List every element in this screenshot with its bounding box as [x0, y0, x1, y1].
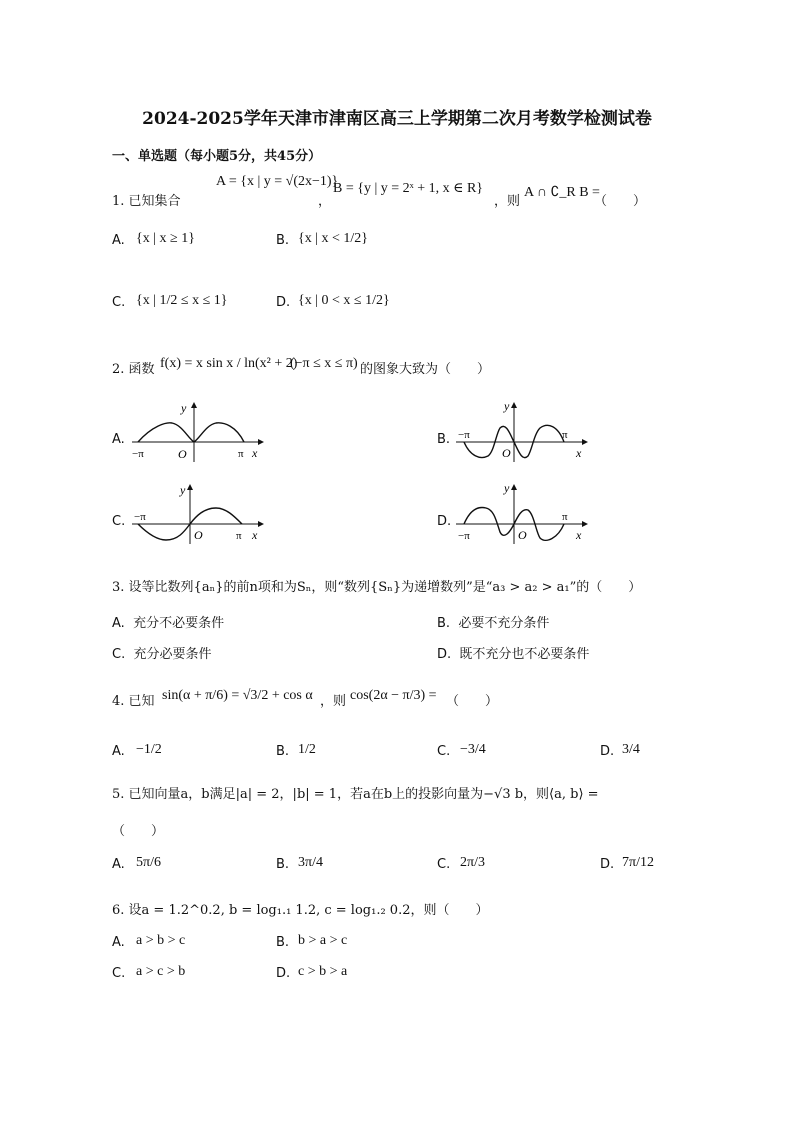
q2-c-x-label: x: [252, 528, 258, 542]
q2-c-y-label: y: [180, 483, 186, 497]
q2-graph-a: [128, 398, 268, 464]
q2-function: f(x) = x sin x / ln(x² + 2): [160, 356, 298, 371]
q2-tail: 的图象大致为（ ）: [360, 362, 491, 377]
q5-option-b-letter: B.: [276, 857, 290, 872]
q1-then: ，则: [494, 194, 521, 209]
q4-option-d: 3/4: [622, 742, 640, 757]
q2-a-x-label: x: [252, 446, 258, 460]
q6-option-d-letter: D.: [276, 966, 291, 981]
q2-domain: (−π ≤ x ≤ π): [290, 356, 358, 371]
q1-option-a-letter: A.: [112, 233, 125, 248]
q1-option-c: {x | 1/2 ≤ x ≤ 1}: [136, 293, 228, 308]
q2-graph-d: [452, 480, 592, 546]
q5-paren: （ ）: [112, 824, 165, 839]
q3-option-c: C. 充分必要条件: [112, 647, 212, 662]
q4-expr: cos(2α − π/3) =: [350, 688, 437, 703]
q4-paren: （ ）: [446, 694, 499, 709]
q1-expr: A ∩ ∁_R B =: [524, 185, 600, 200]
q4-then: ，则: [320, 694, 347, 709]
q2-stem: 2. 函数: [112, 362, 155, 377]
q6-option-c-letter: C.: [112, 966, 126, 981]
q1-set-a: A = {x | y = √(2x−1)}: [216, 174, 339, 189]
q5-option-a-letter: A.: [112, 857, 125, 872]
q4-given: sin(α + π/6) = √3/2 + cos α: [162, 688, 313, 703]
q3-stem: 3. 设等比数列{aₙ}的前n项和为Sₙ，则“数列{Sₙ}为递增数列”是“a₃ > a₂ > a₁”的（ ）: [112, 580, 642, 595]
q2-b-x-label: x: [576, 446, 582, 460]
q1-set-b: B = {y | y = 2ˣ + 1, x ∈ R}: [333, 181, 484, 196]
q4-stem: 4. 已知: [112, 694, 155, 709]
q6-option-a: a > b > c: [136, 933, 186, 948]
section-heading: 一、单选题（每小题5分，共45分）: [112, 149, 322, 164]
q2-option-a-letter: A.: [112, 432, 125, 447]
q5-option-c-letter: C.: [437, 857, 451, 872]
q1-comma: ，: [318, 194, 332, 209]
q2-c-origin: O: [194, 528, 203, 542]
q4-option-a: −1/2: [136, 742, 162, 757]
q5-option-d-letter: D.: [600, 857, 615, 872]
q6-option-b: b > a > c: [298, 933, 348, 948]
q2-d-pi: π: [562, 511, 568, 523]
page-title: 2024-2025学年天津市津南区高三上学期第二次月考数学检测试卷: [142, 109, 652, 129]
q2-graph-b: [452, 398, 592, 464]
q2-c-neg-pi: −π: [134, 511, 146, 523]
q4-option-b-letter: B.: [276, 744, 290, 759]
q4-option-a-letter: A.: [112, 744, 125, 759]
q6-option-c: a > c > b: [136, 964, 186, 979]
q1-option-d-letter: D.: [276, 295, 291, 310]
q4-option-b: 1/2: [298, 742, 316, 757]
q1-option-a: {x | x ≥ 1}: [136, 231, 195, 246]
q2-d-neg-pi: −π: [458, 530, 470, 542]
q2-a-neg-pi: −π: [132, 448, 144, 460]
q1-option-c-letter: C.: [112, 295, 126, 310]
q2-a-y-label: y: [181, 401, 187, 415]
q2-option-d-letter: D.: [437, 514, 452, 529]
q6-stem: 6. 设a = 1.2^0.2, b = log₁.₁ 1.2, c = log₁.₂ 0.2，则（ ）: [112, 903, 489, 918]
q3-option-a: A. 充分不必要条件: [112, 616, 225, 631]
q6-option-d: c > b > a: [298, 964, 348, 979]
q2-graph-c: [128, 480, 268, 546]
q2-c-pi: π: [236, 530, 242, 542]
q6-option-b-letter: B.: [276, 935, 290, 950]
q2-b-origin: O: [502, 446, 511, 460]
q6-option-a-letter: A.: [112, 935, 125, 950]
q4-option-c: −3/4: [460, 742, 486, 757]
q1-paren: （ ）: [594, 194, 647, 209]
q1-stem: 1. 已知集合: [112, 194, 181, 209]
q4-option-d-letter: D.: [600, 744, 615, 759]
q3-option-d: D. 既不充分也不必要条件: [437, 647, 590, 662]
q1-option-d: {x | 0 < x ≤ 1/2}: [298, 293, 390, 308]
q2-b-y-label: y: [504, 399, 510, 413]
q5-option-a: 5π/6: [136, 855, 161, 870]
q5-stem: 5. 已知向量a，b满足|a| = 2，|b| = 1，若a在b上的投影向量为−√3 b，则⟨a, b⟩ =: [112, 787, 599, 802]
q2-a-pi: π: [238, 448, 244, 460]
q2-option-c-letter: C.: [112, 514, 126, 529]
q5-option-d: 7π/12: [622, 855, 654, 870]
q5-option-b: 3π/4: [298, 855, 323, 870]
q2-option-b-letter: B.: [437, 432, 451, 447]
q3-option-b: B. 必要不充分条件: [437, 616, 550, 631]
q2-a-origin: O: [178, 447, 187, 461]
q4-option-c-letter: C.: [437, 744, 451, 759]
q1-option-b-letter: B.: [276, 233, 290, 248]
q2-d-y-label: y: [504, 481, 510, 495]
q2-b-neg-pi: −π: [458, 429, 470, 441]
q2-d-x-label: x: [576, 528, 582, 542]
q2-b-pi: π: [562, 429, 568, 441]
q1-option-b: {x | x < 1/2}: [298, 231, 369, 246]
q5-option-c: 2π/3: [460, 855, 485, 870]
q2-d-origin: O: [518, 528, 527, 542]
